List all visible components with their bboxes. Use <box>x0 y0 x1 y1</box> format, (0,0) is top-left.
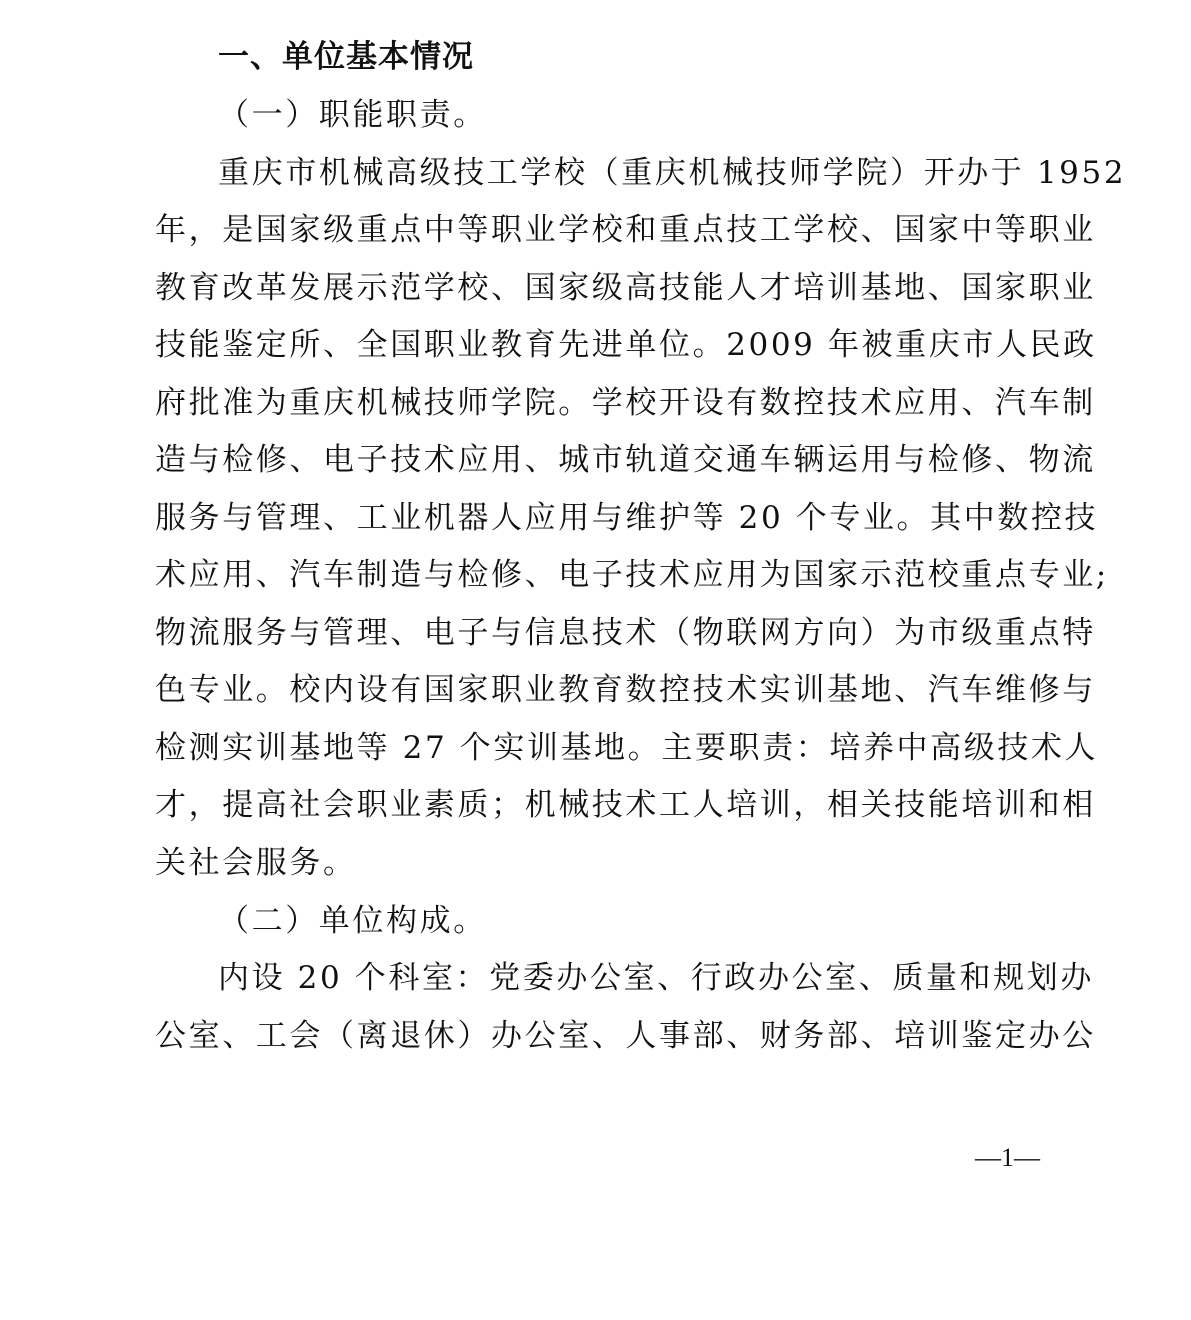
paragraph-line: 物流服务与管理、电子与信息技术（物联网方向）为市级重点特 <box>155 615 1096 651</box>
paragraph-line: 色专业。校内设有国家职业教育数控技术实训基地、汽车维修与 <box>155 672 1096 708</box>
paragraph-line: 教育改革发展示范学校、国家级高技能人才培训基地、国家职业 <box>155 270 1096 306</box>
paragraph-line: 造与检修、电子技术应用、城市轨道交通车辆运用与检修、物流 <box>155 442 1096 478</box>
paragraph-line: 年，是国家级重点中等职业学校和重点技工学校、国家中等职业 <box>155 212 1096 248</box>
page-number: —1— <box>975 1143 1040 1172</box>
paragraph-line: 检测实训基地等 27 个实训基地。主要职责：培养中高级技术人 <box>155 730 1099 766</box>
paragraph-line: 技能鉴定所、全国职业教育先进单位。2009 年被重庆市人民政 <box>155 327 1097 363</box>
paragraph-line: 才，提高社会职业素质；机械技术工人培训，相关技能培训和相 <box>155 787 1096 823</box>
paragraph-line: 术应用、汽车制造与检修、电子技术应用为国家示范校重点专业; <box>155 557 1109 593</box>
paragraph-line: 服务与管理、工业机器人应用与维护等 20 个专业。其中数控技 <box>155 500 1099 536</box>
section-heading: 一、单位基本情况 <box>218 39 474 75</box>
subsection-title-structure: （二）单位构成。 <box>218 903 487 939</box>
subsection-title-duties: （一）职能职责。 <box>218 97 487 133</box>
paragraph-line: 重庆市机械高级技工学校（重庆机械技师学院）开办于 1952 <box>218 155 1127 191</box>
paragraph-line: 府批准为重庆机械技师学院。学校开设有数控技术应用、汽车制 <box>155 385 1096 421</box>
paragraph-line: 关社会服务。 <box>155 845 357 881</box>
paragraph-line: 公室、工会（离退休）办公室、人事部、财务部、培训鉴定办公 <box>155 1018 1096 1054</box>
paragraph-line: 内设 20 个科室：党委办公室、行政办公室、质量和规划办 <box>218 960 1094 996</box>
